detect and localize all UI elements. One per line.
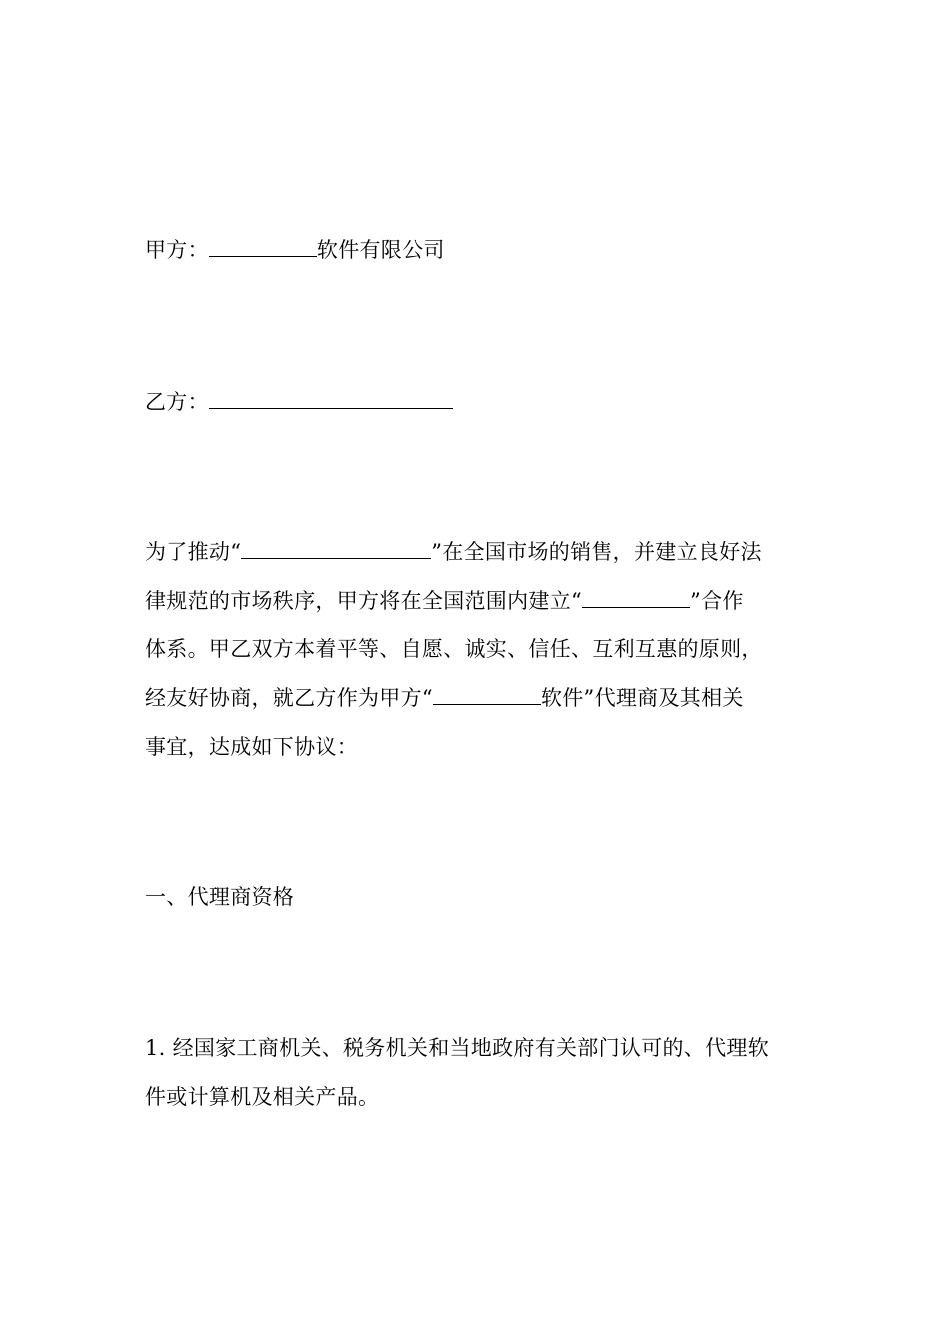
- preamble-line-4-end: 软件”代理商及其相关: [540, 686, 744, 710]
- product-name-blank-1: [241, 540, 431, 559]
- party-b-label: 乙方：: [145, 390, 209, 414]
- preamble-line-2-end: ”合作: [690, 589, 744, 613]
- party-a-label: 甲方：: [145, 238, 209, 262]
- preamble-line-5: 事宜，达成如下协议：: [145, 735, 358, 759]
- preamble-line-4-start: 经友好协商，就乙方作为甲方“: [145, 686, 433, 710]
- preamble-line-1: [145, 540, 762, 564]
- party-a-blank: [209, 238, 317, 257]
- section-1-item-1-line-1: 1. 经国家工商机关、税务机关和当地政府有关部门认可的、代理软: [145, 1036, 770, 1060]
- section-1-item-1-line-2: 件或计算机及相关产品。: [145, 1085, 380, 1109]
- party-a-line: [145, 238, 445, 262]
- party-a-suffix: 软件有限公司: [316, 238, 445, 262]
- preamble-line-3: 体系。甲乙双方本着平等、自愿、诚实、信任、互利互惠的原则，: [145, 637, 763, 661]
- product-name-blank-2: [433, 686, 541, 705]
- section-1-heading: 一、代理商资格: [145, 885, 295, 909]
- preamble-line-2: [145, 589, 744, 613]
- preamble-line-4: [145, 686, 744, 710]
- party-b-blank: [209, 390, 453, 409]
- system-name-blank: [582, 589, 690, 608]
- preamble-line-1-end: ”在全国市场的销售，并建立良好法: [431, 540, 762, 564]
- preamble-line-2-start: 律规范的市场秩序，甲方将在全国范围内建立“: [145, 589, 583, 613]
- preamble-line-1-start: 为了推动“: [145, 540, 242, 564]
- party-b-line: [145, 390, 453, 414]
